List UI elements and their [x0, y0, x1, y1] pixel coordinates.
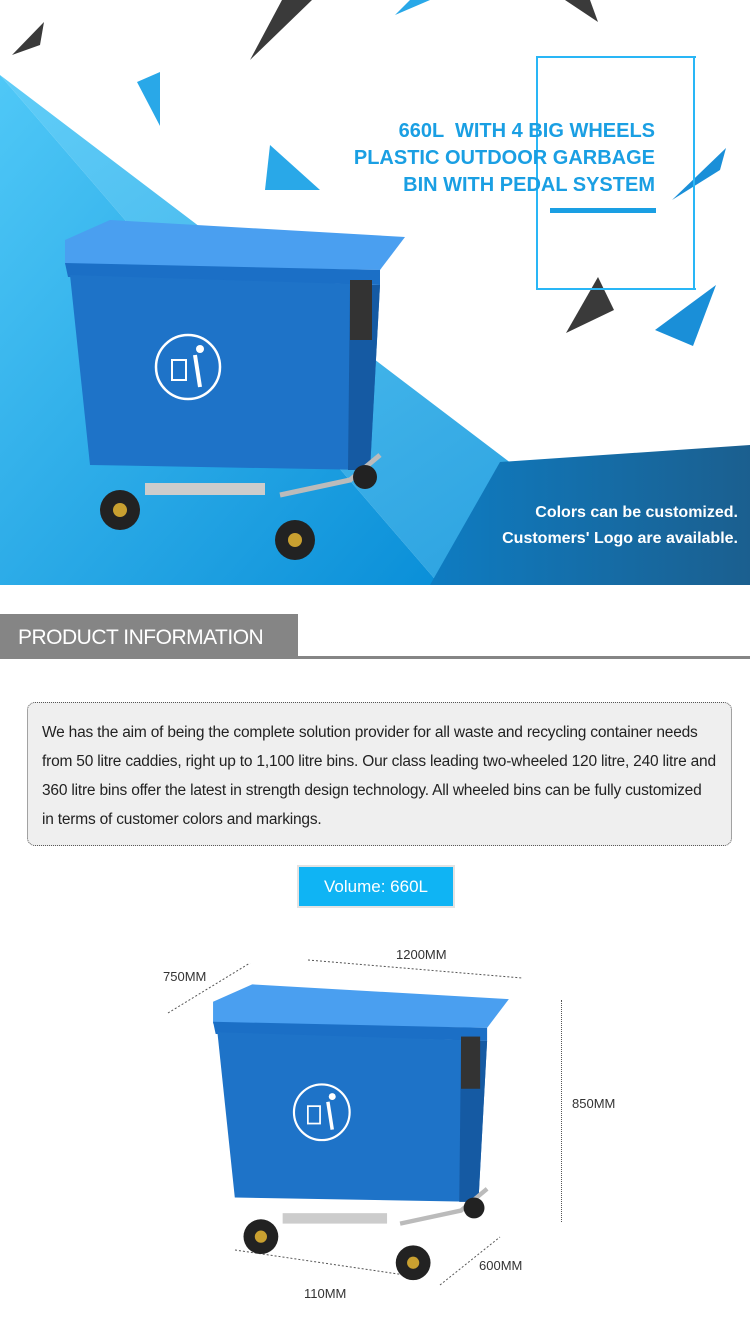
title-line: BIN WITH PEDAL SYSTEM [403, 174, 655, 196]
title-frame-right [693, 56, 695, 290]
dimension-height: 850MM [572, 1096, 616, 1111]
title-line: PLASTIC OUTDOOR GARBAGE [353, 147, 655, 169]
product-title [354, 118, 655, 199]
volume-badge: Volume: 660L [297, 865, 455, 908]
dimension-diagram [160, 955, 540, 1295]
product-description: We has the aim of being the complete solution provider for all waste and recycling container needs from 50 litre caddies, right up to 1,100 litre bins. Our class leading two-wheeled 120 litre, 240 litre and 360 litre bins offer the latest in strength design technology. All wheeled bins can be fully customized in terms of customer colors and markings. [27, 702, 732, 846]
title-frame-top [536, 56, 696, 58]
garbage-bin-image [50, 215, 410, 565]
customize-line: Customers' Logo are available. [502, 530, 738, 547]
hero-banner [0, 0, 750, 585]
customization-note [502, 500, 738, 552]
dimension-depth-bottom: 600MM [479, 1258, 523, 1273]
section-divider [298, 656, 750, 659]
title-frame-bottom [536, 288, 696, 290]
title-line: 660L WITH 4 BIG WHEELS [398, 120, 655, 142]
dimension-width-bottom: 110MM [304, 1286, 347, 1301]
height-dimension-line [561, 1000, 563, 1222]
customize-line: Colors can be customized. [535, 504, 738, 521]
dimension-width-top: 1200MM [396, 947, 447, 962]
section-header: PRODUCT INFORMATION [0, 614, 298, 659]
dimension-depth-top: 750MM [163, 969, 207, 984]
title-underline [550, 208, 656, 213]
